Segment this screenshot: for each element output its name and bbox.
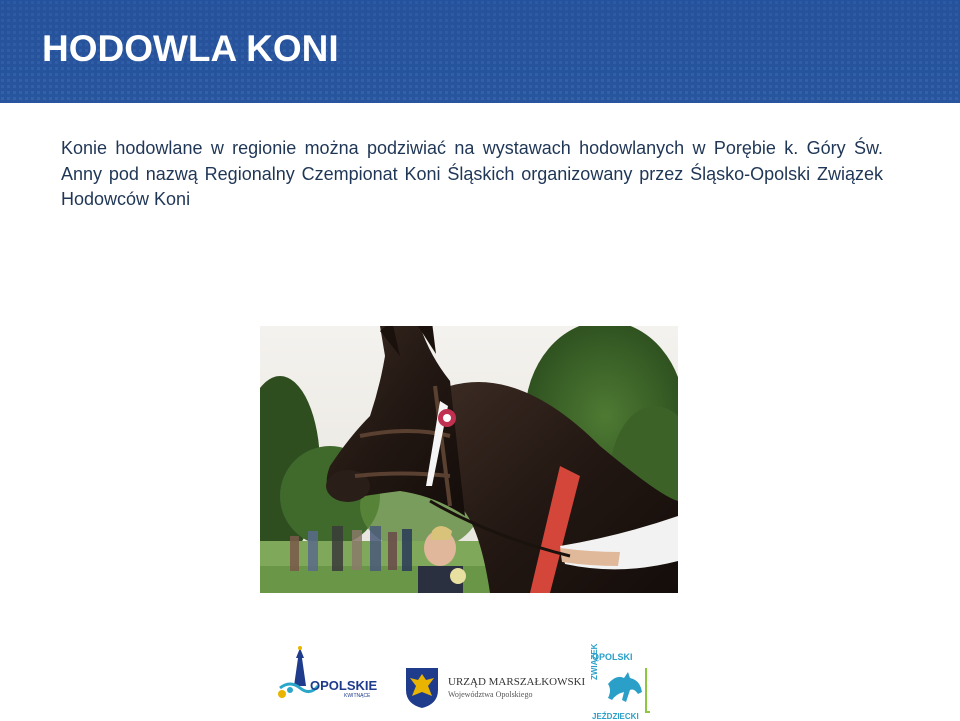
urzad-marszalkowski-logo <box>404 666 586 714</box>
zwiazek-jezdziecki-logo <box>588 643 660 721</box>
horse-photo <box>260 326 678 593</box>
body-paragraph: Konie hodowlane w regionie można podziwiać na wystawach hodowlanych w Porębie k. Góry Św. Anny pod nazwą Regionalny Czempionat Koni Śląskich organizowany przez Śląsko-Opolski Związek Hodowców Koni <box>61 138 883 209</box>
opolskie-text: OPOLSKIE <box>310 678 378 693</box>
zwiazek-line2: ZWIĄZEK <box>590 643 599 680</box>
eagle-shield-icon <box>404 666 440 708</box>
opolskie-subtext: KWITNĄCE <box>344 693 371 699</box>
zwiazek-line3: JEŹDZIECKI <box>592 712 639 721</box>
jumping-horse-icon <box>602 664 652 714</box>
logos-row <box>270 644 670 720</box>
opolskie-logo <box>270 644 388 704</box>
header-banner <box>0 0 960 103</box>
page-title: HODOWLA KONI <box>42 28 339 69</box>
urzad-line2: Województwa Opolskiego <box>448 690 533 699</box>
zwiazek-line1: OPOLSKI <box>592 652 633 662</box>
urzad-line1: URZĄD MARSZAŁKOWSKI <box>448 676 586 688</box>
